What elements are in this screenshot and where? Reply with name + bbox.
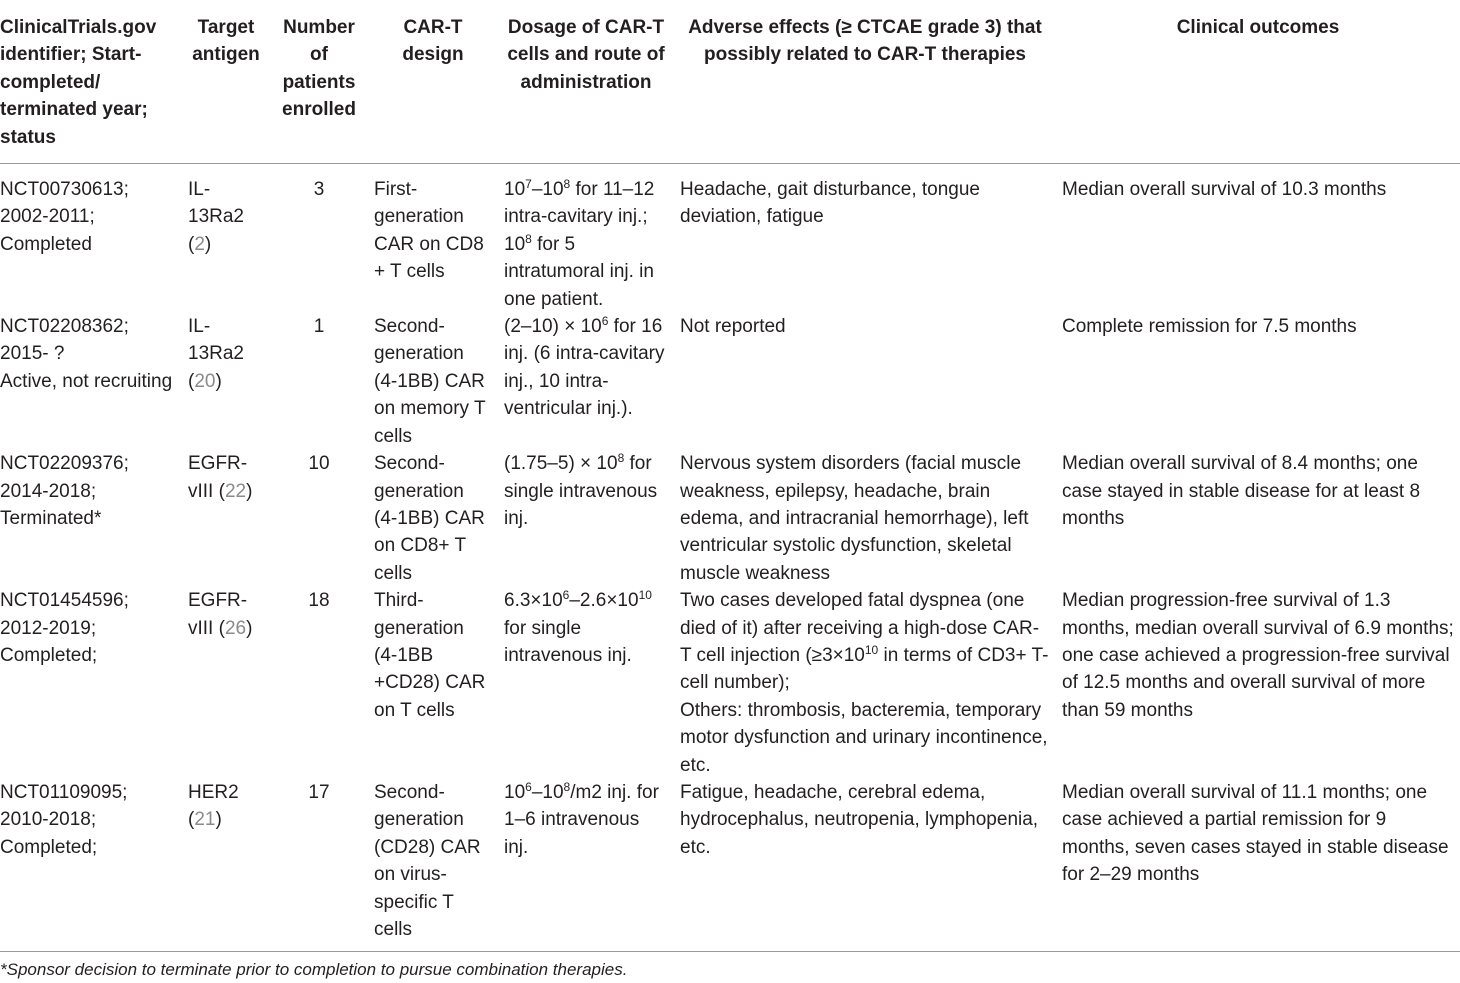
header-dosage: Dosage of CAR-T cells and route of administration xyxy=(498,0,674,164)
cell-adverse: Not reported xyxy=(680,316,786,338)
reference-link[interactable]: 21 xyxy=(194,809,216,831)
cell-patients: 3 xyxy=(313,179,325,201)
cell-patients: 17 xyxy=(270,779,368,952)
cell-patients: 18 xyxy=(308,590,330,612)
table-row xyxy=(0,779,1460,952)
cell-dosage: $6.3\times 10^6-2.6\times 10^{10}$ for single intravenous inj. xyxy=(504,588,652,666)
cell-dosage: $(2-10) \times 10^6$ for 16 inj. (6 intra-cavitary inj., 10 intra-ventricular inj.). xyxy=(504,314,665,420)
cell-antigen: IL-13Ra2 (20) xyxy=(188,316,244,392)
cell-outcome: Median overall survival of 11.1 months; one case achieved a partial remission for 9 months, seven cases stayed in stable disease for 2–29 months xyxy=(1056,779,1460,952)
table-row xyxy=(0,164,1460,314)
header-identifier: ClinicalTrials.gov identifier; Start-completed/ terminated year; status xyxy=(0,0,182,164)
cell-design: Third-generation (4-1BB +CD28) CAR on T cells xyxy=(374,590,486,721)
reference-link[interactable]: 2 xyxy=(194,233,205,255)
header-patients: Number of patients enrolled xyxy=(270,0,368,164)
reference-link[interactable]: 26 xyxy=(224,617,247,639)
table-row xyxy=(0,450,1460,587)
cell-design: Second-generation (CD28) CAR on virus-specific T cells xyxy=(368,779,498,952)
cell-outcome: Complete remission for 7.5 months xyxy=(1062,316,1357,338)
cell-identifier: NCT01454596; 2012-2019; Completed; xyxy=(0,590,129,666)
table-row xyxy=(0,313,1460,450)
header-car-t-design: CAR-T design xyxy=(368,0,498,164)
cell-adverse: Nervous system disorders (facial muscle weakness, epilepsy, headache, brain edema, and intracranial hemorrhage), left ventricular systolic dysfunction, skeletal muscle weakness xyxy=(680,453,1029,584)
header-adverse-effects: Adverse effects (≥ CTCAE grade 3) that possibly related to CAR-T therapies xyxy=(674,0,1056,164)
cell-identifier: NCT00730613; 2002-2011; Completed xyxy=(0,179,129,255)
cell-dosage: $(1.75-5) \times 10^8$ for single intravenous inj. xyxy=(504,451,658,529)
cell-patients: 1 xyxy=(313,316,325,338)
table-footnote: *Sponsor decision to terminate prior to completion to pursue combination therapies. xyxy=(0,960,628,979)
cell-adverse: Fatigue, headache, cerebral edema, hydrocephalus, neutropenia, lymphopenia, etc. xyxy=(674,779,1056,952)
cell-identifier: NCT02208362; 2015- ? Active, not recruiting xyxy=(0,316,173,392)
cell-design: First-generation CAR on CD8 + T cells xyxy=(374,179,484,283)
table-row xyxy=(0,587,1460,779)
cell-antigen: EGFR-vIII (26) xyxy=(188,590,253,639)
cell-antigen: EGFR-vIII (22) xyxy=(188,453,253,502)
header-clinical-outcomes: Clinical outcomes xyxy=(1056,0,1460,164)
cell-identifier: NCT01109095; 2010-2018; Completed; xyxy=(0,779,182,952)
cell-outcome: Median progression-free survival of 1.3 months, median overall survival of 6.9 months; one case achieved a progression-free survival of 12.5 months and overall survival of more than 59 months xyxy=(1062,590,1454,721)
cell-patients: 10 xyxy=(308,453,330,475)
cell-identifier: NCT02209376; 2014-2018; Terminated* xyxy=(0,453,129,529)
cell-dosage: $10^7-10^8$ for 11–12 intra-cavitary inj.; $10^8$ for 5 intratumoral inj. in one patient. xyxy=(504,177,655,310)
cell-outcome: Median overall survival of 8.4 months; one case stayed in stable disease for at least 8 months xyxy=(1062,453,1421,529)
reference-link[interactable]: 22 xyxy=(224,480,247,502)
cell-antigen: HER2 (21) xyxy=(182,779,270,952)
header-target-antigen: Target antigen xyxy=(182,0,270,164)
cell-dosage: $10^6-10^8/m2$ inj. for 1–6 intravenous inj. xyxy=(498,779,674,952)
cell-adverse: Headache, gait disturbance, tongue deviation, fatigue xyxy=(680,179,980,228)
cell-outcome: Median overall survival of 10.3 months xyxy=(1062,179,1387,201)
table-header-row xyxy=(0,0,1460,164)
cell-design: Second-generation (4-1BB) CAR on CD8+ T cells xyxy=(374,453,485,584)
reference-link[interactable]: 20 xyxy=(194,370,216,392)
cell-adverse: Two cases developed fatal dyspnea (one died of it) after receiving a high-dose CAR-T cell injection ($\ge 3\times 10^{10}$ in terms of CD3+ T-cell number); Others: thrombosis, bacteremia, temporary motor dysfunction and urinary incontinence, etc. xyxy=(680,590,1049,776)
cell-antigen: IL-13Ra2 (2) xyxy=(188,179,244,255)
cell-design: Second-generation (4-1BB) CAR on memory T cells xyxy=(374,316,486,447)
